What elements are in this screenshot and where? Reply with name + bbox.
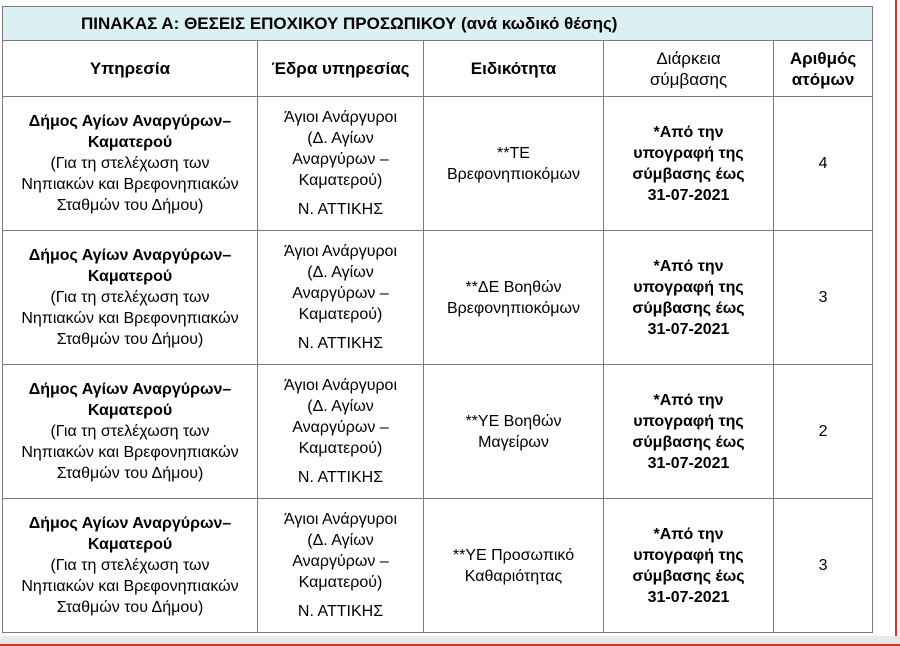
duration-l1: *Από την: [653, 525, 724, 543]
service-name-l1: Δήμος Αγίων Αναργύρων–: [28, 515, 232, 532]
seat-l4: Καματερού): [298, 306, 383, 323]
service-note-l1: (Για τη στελέχωση των: [50, 557, 210, 574]
cell-seat: [258, 97, 424, 231]
seat-l1: Άγιοι Ανάργυροι: [284, 243, 397, 260]
service-note-l3: Σταθμών του Δήμου): [56, 599, 204, 616]
specialty-l2: Μαγείρων: [478, 433, 549, 451]
seat-l2: (Δ. Αγίων: [307, 532, 374, 549]
cell-count: 4: [774, 97, 873, 231]
service-note-l3: Σταθμών του Δήμου): [56, 197, 204, 214]
cell-duration: [604, 97, 774, 231]
seat-l4: Καματερού): [298, 574, 383, 591]
duration-l1: *Από την: [653, 257, 724, 275]
service-name-l1: Δήμος Αγίων Αναργύρων–: [28, 247, 232, 264]
seat-prefecture: Ν. ΑΤΤΙΚΗΣ: [297, 603, 384, 620]
duration-l3: σύμβασης έως: [632, 299, 745, 317]
duration-l4: 31-07-2021: [647, 454, 730, 472]
cell-seat: [258, 231, 424, 365]
cell-specialty: [424, 231, 604, 365]
cell-duration: [604, 231, 774, 365]
service-note-l2: Νηπιακών και Βρεφονηπιακών: [21, 444, 239, 461]
seat-l1: Άγιοι Ανάργυροι: [284, 511, 397, 528]
seat-prefecture: Ν. ΑΤΤΙΚΗΣ: [297, 469, 384, 486]
header-duration-l1: Διάρκεια: [656, 48, 721, 68]
seat-l3: Αναργύρων –: [292, 419, 389, 436]
cell-count: 2: [774, 365, 873, 499]
service-name-l1: Δήμος Αγίων Αναργύρων–: [28, 113, 232, 130]
header-duration: [604, 41, 774, 97]
service-note-l2: Νηπιακών και Βρεφονηπιακών: [21, 176, 239, 193]
duration-l2: υπογραφή της: [633, 412, 744, 430]
header-seat: Έδρα υπηρεσίας: [258, 41, 424, 97]
specialty-l1: **ΥΕ Βοηθών: [465, 412, 562, 430]
specialty-l2: Βρεφονηπιοκόμων: [447, 299, 580, 317]
seat-prefecture: Ν. ΑΤΤΙΚΗΣ: [297, 201, 384, 218]
bottom-band: [0, 636, 900, 644]
service-name-l1: Δήμος Αγίων Αναργύρων–: [28, 381, 232, 398]
duration-l1: *Από την: [653, 391, 724, 409]
cell-seat: [258, 499, 424, 633]
service-note-l1: (Για τη στελέχωση των: [50, 289, 210, 306]
header-count-l1: Αριθμός: [789, 48, 857, 68]
service-name-l2: Καματερού: [87, 134, 173, 151]
cell-service: [3, 97, 258, 231]
specialty-l1: **ΥΕ Προσωπικό: [452, 546, 575, 564]
cell-service: [3, 231, 258, 365]
duration-l3: σύμβασης έως: [632, 567, 745, 585]
specialty-l2: Καθαριότητας: [464, 567, 563, 585]
duration-l4: 31-07-2021: [647, 320, 730, 338]
table-title: [3, 7, 873, 41]
specialty-l2: Βρεφονηπιοκόμων: [447, 165, 580, 183]
cell-count: 3: [774, 231, 873, 365]
duration-l3: σύμβασης έως: [632, 433, 745, 451]
cell-duration: [604, 499, 774, 633]
specialty-l1: **ΔΕ Βοηθών: [465, 278, 562, 296]
cell-seat: [258, 365, 424, 499]
duration-l4: 31-07-2021: [647, 186, 730, 204]
service-name-l2: Καματερού: [87, 268, 173, 285]
table-row: [3, 499, 873, 633]
cell-specialty: [424, 365, 604, 499]
seat-l1: Άγιοι Ανάργυροι: [284, 109, 397, 126]
cell-duration: [604, 365, 774, 499]
cell-service: [3, 499, 258, 633]
service-note-l3: Σταθμών του Δήμου): [56, 465, 204, 482]
positions-table: [2, 6, 873, 633]
service-note-l3: Σταθμών του Δήμου): [56, 331, 204, 348]
duration-l2: υπογραφή της: [633, 546, 744, 564]
frame-edge-right: [895, 0, 897, 646]
header-count: [774, 41, 873, 97]
table-title-sub: (ανά κωδικό θέσης): [456, 13, 618, 33]
header-count-l2: ατόμων: [791, 69, 855, 89]
seat-l4: Καματερού): [298, 440, 383, 457]
duration-l4: 31-07-2021: [647, 588, 730, 606]
cell-service: [3, 365, 258, 499]
header-service: Υπηρεσία: [3, 41, 258, 97]
duration-l3: σύμβασης έως: [632, 165, 745, 183]
cell-count: 3: [774, 499, 873, 633]
duration-l2: υπογραφή της: [633, 144, 744, 162]
seat-l1: Άγιοι Ανάργυροι: [284, 377, 397, 394]
table-title-main: ΠΙΝΑΚΑΣ Α: ΘΕΣΕΙΣ ΕΠΟΧΙΚΟΥ ΠΡΟΣΩΠΙΚΟΥ: [81, 13, 457, 33]
table-row: [3, 231, 873, 365]
table-row: [3, 365, 873, 499]
seat-prefecture: Ν. ΑΤΤΙΚΗΣ: [297, 335, 384, 352]
service-name-l2: Καματερού: [87, 402, 173, 419]
cell-specialty: [424, 499, 604, 633]
table-row: [3, 97, 873, 231]
service-note-l1: (Για τη στελέχωση των: [50, 155, 210, 172]
service-name-l2: Καματερού: [87, 536, 173, 553]
seat-l3: Αναργύρων –: [292, 553, 389, 570]
cell-specialty: [424, 97, 604, 231]
service-note-l1: (Για τη στελέχωση των: [50, 423, 210, 440]
seat-l2: (Δ. Αγίων: [307, 398, 374, 415]
specialty-l1: **ΤΕ: [497, 144, 530, 162]
seat-l3: Αναργύρων –: [292, 151, 389, 168]
seat-l2: (Δ. Αγίων: [307, 264, 374, 281]
service-note-l2: Νηπιακών και Βρεφονηπιακών: [21, 310, 239, 327]
service-note-l2: Νηπιακών και Βρεφονηπιακών: [21, 578, 239, 595]
duration-l1: *Από την: [653, 123, 724, 141]
header-row: [3, 41, 873, 97]
seat-l4: Καματερού): [298, 172, 383, 189]
header-specialty: Ειδικότητα: [424, 41, 604, 97]
duration-l2: υπογραφή της: [633, 278, 744, 296]
seat-l3: Αναργύρων –: [292, 285, 389, 302]
header-duration-l2: σύμβασης: [649, 69, 728, 89]
seat-l2: (Δ. Αγίων: [307, 130, 374, 147]
